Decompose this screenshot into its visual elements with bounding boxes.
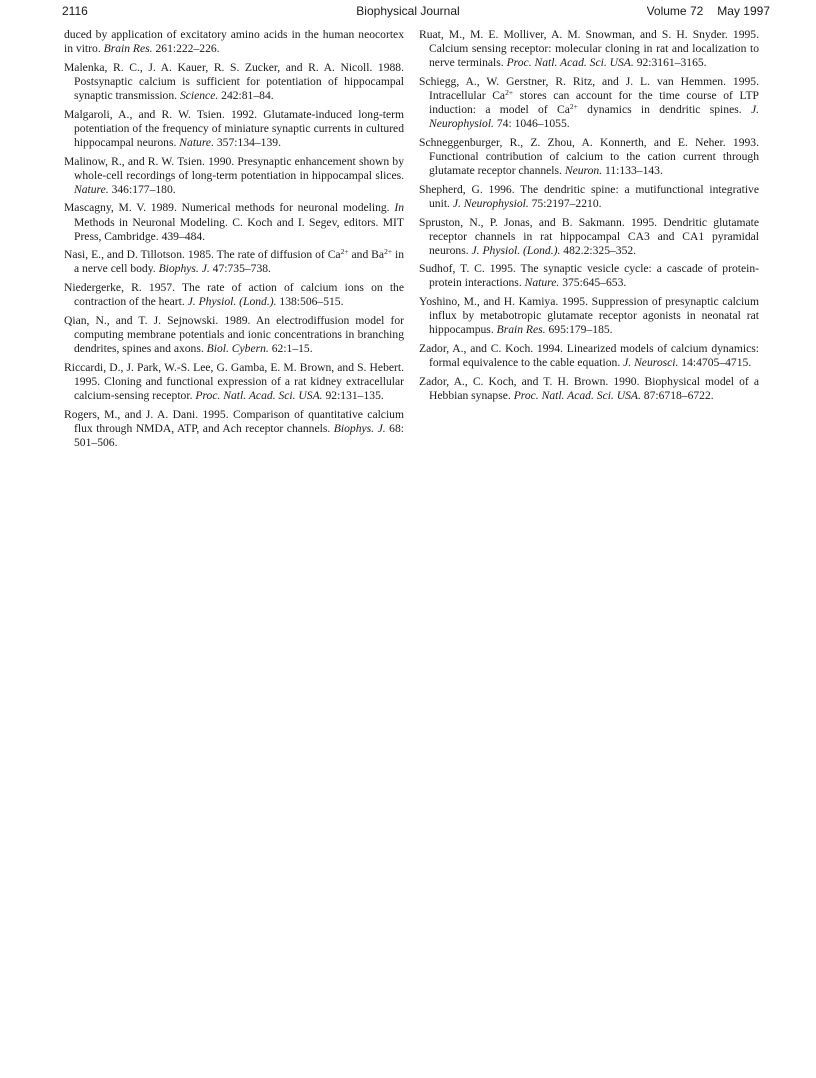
reference-text: Malinow, R., and R. W. Tsien. 1990. Presynaptic enhancement shown by whole-cell recordings of long-term potentiation in hippocampal slices.: [64, 154, 404, 182]
reference-entry: [419, 28, 759, 70]
journal-name: J. Neurophysiol.: [452, 196, 529, 210]
reference-text: Ruat, M., M. E. Molliver, A. M. Snowman, and S. H. Snyder. 1995. Calcium sensing receptor: molecular cloning in rat and localization to nerve terminals.: [419, 28, 759, 70]
volume-pages: 242:81–84.: [218, 88, 274, 102]
reference-text: Qian, N., and T. J. Sejnowski. 1989. An electrodiffusion model for computing membrane potentials and ionic concentrations in branching dendrites, spines and axons.: [64, 313, 404, 356]
journal-name: Brain Res.: [496, 323, 546, 337]
volume-pages: 68: 501–506.: [74, 421, 404, 449]
reference-entry: [64, 108, 404, 150]
volume-pages: 74: 1046–1055.: [493, 117, 570, 131]
reference-entry: [64, 248, 404, 276]
reference-text: Malgaroli, A., and R. W. Tsien. 1992. Glutamate-induced long-term potentiation of the frequency of miniature synaptic currents in cultured hippocampal neurons.: [64, 107, 404, 149]
volume-pages: 14:4705–4715.: [678, 356, 752, 370]
issue-info: [633, 4, 770, 18]
volume-pages: 11:133–143.: [602, 164, 663, 178]
reference-entry: [64, 281, 404, 309]
issue-date: May 1997: [717, 4, 770, 18]
volume-pages: 357:134–139.: [213, 135, 281, 149]
reference-text: Malenka, R. C., J. A. Kauer, R. S. Zucker, and R. A. Nicoll. 1988. Postsynaptic calcium is sufficient for potentiation of hippocampal synaptic transmission.: [64, 60, 404, 102]
journal-name: J. Neurophysiol.: [429, 103, 759, 131]
reference-text: Sudhof, T. C. 1995. The synaptic vesicle cycle: a cascade of protein-protein interactions.: [419, 262, 759, 290]
reference-entry: [64, 155, 404, 197]
journal-name: Proc. Natl. Acad. Sci. USA.: [513, 388, 641, 402]
volume-pages: 261:222–226.: [152, 42, 220, 56]
journal-name: Biol. Cybern.: [206, 342, 269, 356]
journal-name: Biophys. J.: [158, 262, 210, 276]
journal-name: In: [394, 201, 404, 215]
journal-name: Biophys. J.: [333, 421, 386, 435]
reference-text: Riccardi, D., J. Park, W.-S. Lee, G. Gamba, E. M. Brown, and S. Hebert. 1995. Cloning and functional expression of a rat kidney extracellular calcium-sensing receptor.: [64, 360, 404, 402]
reference-entry: [419, 183, 759, 211]
volume: Volume 72: [646, 4, 704, 18]
running-header: [0, 4, 816, 24]
reference-text: duced by application of excitatory amino acids in the human neocortex in vitro.: [64, 28, 404, 56]
volume-pages: 482.2:325–352.: [560, 243, 637, 257]
volume-pages: 92:3161–3165.: [633, 56, 707, 70]
reference-entry: [419, 342, 759, 370]
reference-entry: [419, 262, 759, 290]
journal-name: Nature.: [179, 135, 214, 149]
reference-entry: [64, 408, 404, 450]
reference-entry: [64, 314, 404, 356]
journal-name: Neuron.: [564, 164, 603, 178]
superscript: 2+: [569, 102, 578, 112]
volume-pages: 75:2197–2210.: [528, 196, 602, 210]
reference-text: stores can account for the time course of LTP induction: a model of Ca: [429, 88, 759, 117]
reference-text: Spruston, N., P. Jonas, and B. Sakmann. 1995. Dendritic glutamate receptor channels in rat hippocampal CA3 and CA1 pyramidal neurons.: [419, 215, 759, 257]
volume-pages: 375:645–653.: [559, 276, 627, 290]
journal-name: Proc. Natl. Acad. Sci. USA.: [506, 56, 634, 70]
reference-text: in a nerve cell body.: [74, 248, 404, 276]
reference-text: Rogers, M., and J. A. Dani. 1995. Comparison of quantitative calcium flux through NMDA, ATP, and Ach receptor channels.: [64, 407, 404, 435]
journal-name: Proc. Natl. Acad. Sci. USA.: [195, 388, 323, 402]
reference-entry: [419, 136, 759, 178]
superscript: 2+: [384, 247, 393, 257]
reference-text: Yoshino, M., and H. Kamiya. 1995. Suppression of presynaptic calcium influx by metabotropic glutamate receptor agonists in neonatal rat hippocampus.: [419, 295, 759, 337]
journal-name: J. Neurosci.: [623, 356, 679, 370]
reference-entry: [419, 75, 759, 131]
journal-name: Brain Res.: [103, 42, 153, 56]
reference-text: Shepherd, G. 1996. The dendritic spine: a mutifunctional integrative unit.: [419, 182, 759, 210]
reference-text: Niedergerke, R. 1957. The rate of action of calcium ions on the contraction of the heart.: [64, 281, 404, 309]
reference-entry: [419, 375, 759, 403]
reference-text: Schneggenburger, R., Z. Zhou, A. Konnerth, and E. Neher. 1993. Functional contribution of calcium to the cation current through glutamate receptor channels.: [419, 135, 759, 178]
superscript: 2+: [340, 247, 349, 257]
journal-name: Science.: [179, 88, 219, 102]
volume-pages: 92:131–135.: [322, 388, 384, 402]
reference-entry: [64, 361, 404, 403]
journal-title: Biophysical Journal: [356, 4, 460, 18]
reference-text: Zador, A., and C. Koch. 1994. Linearized models of calcium dynamics: formal equivalence to the cable equation.: [419, 342, 759, 370]
journal-name: Nature.: [524, 276, 560, 290]
reference-text: Nasi, E., and D. Tillotson. 1985. The rate of diffusion of Ca: [64, 248, 341, 262]
references-column-left: [64, 28, 404, 454]
reference-text: dynamics in dendritic spines.: [577, 103, 751, 117]
volume-pages: 47:735–738.: [209, 262, 271, 276]
volume-pages: 346:177–180.: [108, 182, 176, 196]
journal-name: Nature.: [74, 182, 109, 196]
volume-pages: Methods in Neuronal Modeling. C. Koch and I. Segev, editors. MIT Press, Cambridge. 439–484.: [74, 215, 404, 243]
reference-text: and Ba: [348, 248, 385, 262]
reference-entry: [64, 28, 404, 56]
volume-pages: 87:6718–6722.: [640, 388, 714, 402]
journal-name: J. Physiol. (Lond.).: [187, 295, 277, 309]
reference-entry: [64, 61, 404, 103]
journal-name: J. Physiol. (Lond.).: [471, 243, 561, 257]
volume-pages: 138:506–515.: [276, 295, 344, 309]
superscript: 2+: [505, 87, 514, 97]
reference-text: Zador, A., C. Koch, and T. H. Brown. 1990. Biophysical model of a Hebbian synapse.: [419, 374, 759, 402]
reference-text: Schiegg, A., W. Gerstner, R. Ritz, and J. L. van Hemmen. 1995. Intracellular Ca: [419, 74, 759, 102]
reference-entry: [419, 216, 759, 258]
page-number: 2116: [62, 4, 88, 18]
volume-pages: 62:1–15.: [268, 342, 313, 356]
reference-entry: [419, 295, 759, 337]
reference-entry: [64, 201, 404, 243]
references-column-right: [419, 28, 759, 408]
reference-text: Mascagny, M. V. 1989. Numerical methods for neuronal modeling.: [64, 201, 395, 215]
volume-pages: 695:179–185.: [545, 323, 613, 337]
